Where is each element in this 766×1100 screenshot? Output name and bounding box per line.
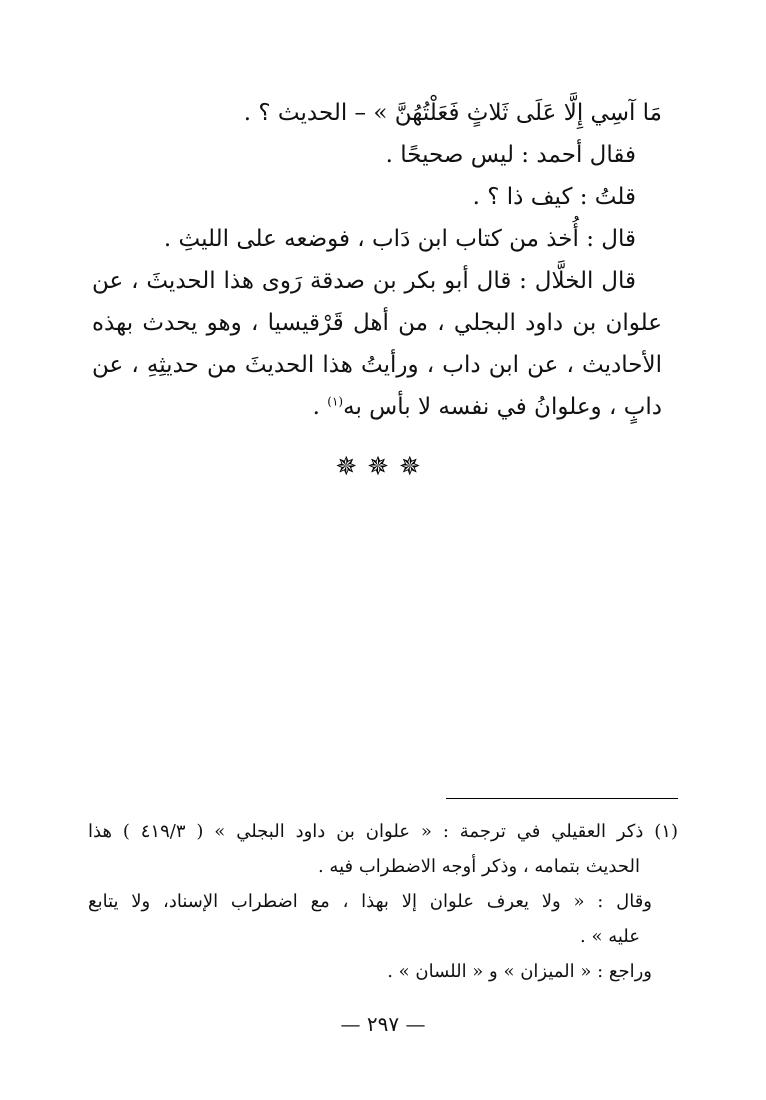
text-line-7: الأحاديث ، عن ابن داب ، ورأيتُ هذا الحديثَ من حديثِهِ ، عن bbox=[92, 352, 662, 378]
main-text-block bbox=[92, 92, 662, 428]
footnote-line-4: عليه » . bbox=[580, 926, 640, 947]
text-line-8-end: . bbox=[312, 394, 328, 420]
footnote-line-2: الحديث بتمامه ، وذكر أوجه الاضطراب فيه . bbox=[317, 856, 640, 877]
footnote-reference: (١) bbox=[327, 394, 344, 409]
text-line-8-body: دابٍ ، وعلوانُ في نفسه لا بأس به bbox=[343, 394, 662, 420]
text-line-6: علوان بن داود البجلي ، من أهل قَرْقيسيا ، وهو يحدث بهذه bbox=[92, 310, 662, 336]
text-line-1: مَا آسِي إِلَّا عَلَى ثَلاثٍ فَعَلْتُهُنَّ » – الحديث ؟ . bbox=[243, 100, 662, 126]
text-line-2: فقال أحمد : ليس صحيحًا . bbox=[385, 142, 636, 168]
page-number: — ٢٩٧ — bbox=[340, 1012, 426, 1036]
text-line-4: قال : أُخذ من كتاب ابن دَاب ، فوضعه على الليثِ . bbox=[163, 226, 636, 252]
footnote-line-3: وقال : « ولا يعرف علوان إلا بهذا ، مع اضطراب الإسناد، ولا يتابع bbox=[88, 891, 652, 912]
section-ornament: ✵✵✵ bbox=[335, 452, 431, 482]
footnote-line-1: (١) ذكر العقيلي في ترجمة : « علوان بن داود البجلي » ( ٤١٩/٣ ) هذا bbox=[88, 821, 678, 842]
footnote-divider bbox=[446, 798, 678, 799]
footnote-line-5: وراجع : « الميزان » و « اللسان » . bbox=[387, 961, 652, 982]
text-line-8 bbox=[92, 386, 662, 428]
footnotes-block bbox=[88, 814, 678, 989]
text-line-3: قلتُ : كيف ذا ؟ . bbox=[472, 184, 636, 210]
text-line-5: قال الخلَّال : قال أبو بكر بن صدقة رَوى هذا الحديثَ ، عن bbox=[92, 268, 636, 294]
